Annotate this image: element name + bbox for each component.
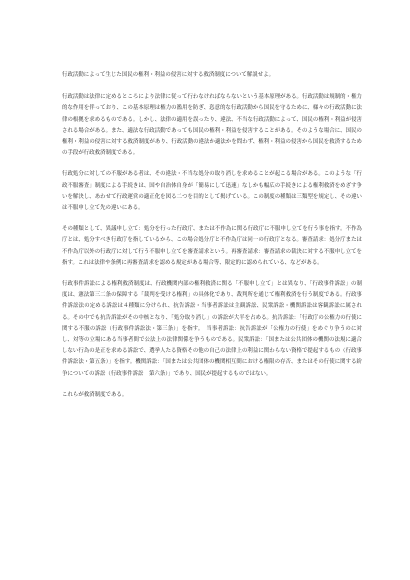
document-title: 行政活動によって生じた国民の権利・利益の侵害に対する救済制度について解説せよ。 [62, 72, 275, 78]
closing-sentence: これらが救済制度である。 [62, 391, 128, 398]
paragraph-3: その種類として、異議申し立て：処分を行った行政庁、または不作為に関る行政庁に不服申し立てを行う事を指す。不作為庁とは、処分すべき行政庁を指しているから、この場合処分庁と不作為庁は同一の行政庁となる。審査請求：処分庁または不作為庁以外の行政庁に対して行う不服申し立てを審査請求という。再審査請求：審査請求の裁決に対する不服申し立てを指す。これは法律や条例に再審査請求を認める規定がある場合等、限定的に認められている、などがある。 [62, 226, 362, 266]
paragraph-1: 行政活動は法律に定めるところにより法律に従って行わなければならないという基本原理がある。行政活動は規制的・権力的な作用を伴っており、この基本原理は権力の濫用を防ぎ、恣意的な行政活動から国民を守るために、様々の行政活動に法律の根拠を求めるものである。しかし、法律の適用を誤ったり、違法、不当な行政活動によって、国民の権利・利益が侵害される場合がある。また、適法な行政活動であっても国民の権利・利益を侵害することがある。そのような場合に、国民の権利・利益の侵害に対する救済制度があり、行政活動の違法か適法かを問わず、権利・利益の侵害から国民を救済するための手段が行政救済制度である。 [62, 94, 362, 157]
paragraph-4: 行政事件訴訟による権利救済制度は、行政機関内部の権利救済に関る「不服申し立て」とは異なり、「行政事件訴訟」の制度は、憲法第三二条の保障する「裁判を受ける権利」の具体化であり、裁判所を通じて権利救済を行う制度である。行政事件訴訟法の定める訴訟は４種類に分けられ、抗告訴訟・当事者訴訟は主観訴訟、民衆訴訟・機関訴訟は客観訴訟に属される。その中でも抗告訴訟がその中核となり、「処分取り消し」の訴訟が大半を占める。抗告訴訟：「行政庁の公権力の行使に関する不服の訴訟（行政事件訴訟法・第三条）」を指す。 当事者訴訟：抗告訴訟が「公権力の行使」をめぐり争うのに対し、対等の立場にある当事者間で公法上の法律関係を争うものである。民衆訴訟：「国または公共団体の機関の法規に適合しない行為の是正を求める訴訟で、選挙人たる資格その他の自己の法律上の利益に関わらない資格で提起するもの（行政事件訴訟法・第五条）」を指す。機関訴訟：「国または公共団体の機関相互間における権限の存否、またはその行使に関する紛争についての訴訟（行政事件訴訟 第六条）」であり、国民が提起するものではない。 [62, 281, 362, 377]
paragraph-2: 行政処分に対しての不服がある者は、その違法・不当な処分の取り消しを求めることが起こる場合がある。このような「行政不服審査」制度による手続きは、国や自治体自身が「簡易にして迅速」なしかも幅広の手続きによる権利救済をめざす争いを解決し、あわせて行政運営の適正化を図る二つを目的として掲げている。この制度の種類は三類型を規定し、その違いは不服申し立て先の違いにある。 [62, 171, 362, 212]
